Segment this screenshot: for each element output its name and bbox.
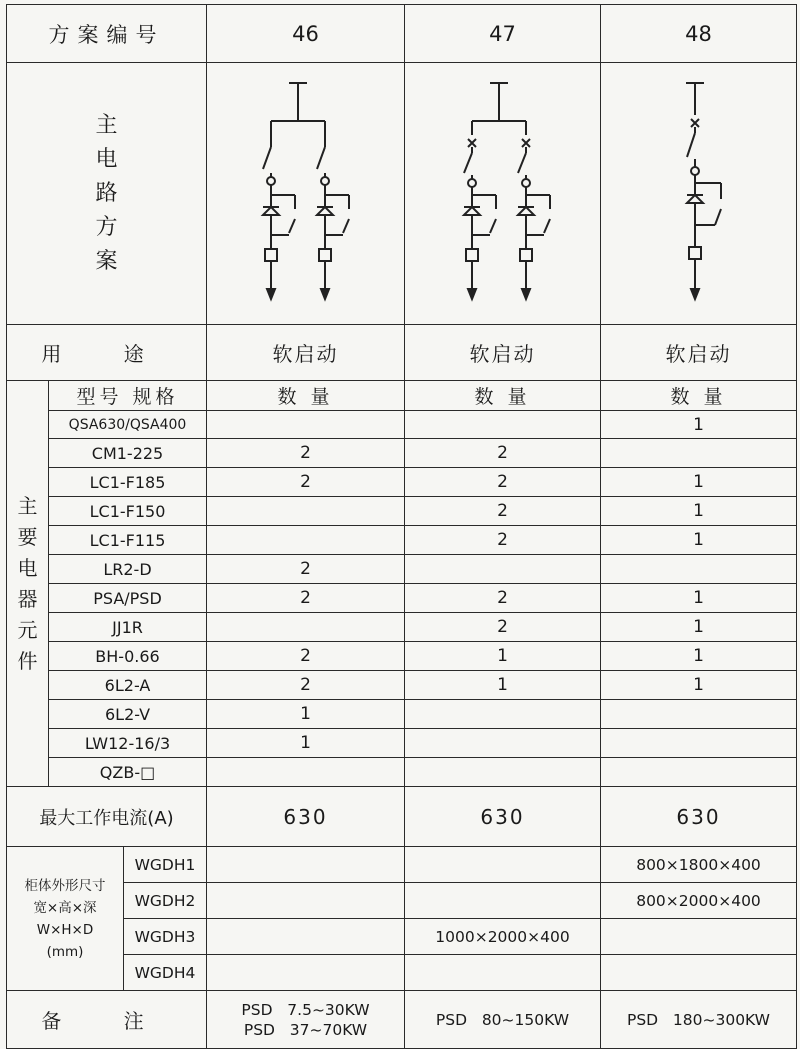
dimension-47 (405, 847, 601, 883)
component-model: LW12-16/3 (49, 729, 207, 758)
qty-47 (405, 729, 601, 758)
table-row (7, 642, 797, 671)
table-row (7, 439, 797, 468)
component-model: BH-0.66 (49, 642, 207, 671)
dimension-row (7, 883, 797, 919)
dimension-48 (601, 955, 797, 991)
qty-47: 1 (405, 671, 601, 700)
qty-48: 1 (601, 526, 797, 555)
qty-48: 1 (601, 411, 797, 439)
scheme-47-diagram (405, 63, 601, 325)
qty-47: 2 (405, 613, 601, 642)
scheme-table-sheet (6, 4, 796, 1044)
dimension-row (7, 919, 797, 955)
table-row (7, 497, 797, 526)
qty-47 (405, 411, 601, 439)
qty-47: 2 (405, 497, 601, 526)
table-row (7, 468, 797, 497)
component-model: 6L2-V (49, 700, 207, 729)
scheme-47-usage: 软启动 (405, 325, 601, 381)
dimension-row (7, 847, 797, 883)
max-current-label: 最大工作电流(A) (7, 787, 207, 847)
qty-46: 2 (207, 439, 405, 468)
scheme-48-number: 48 (601, 5, 797, 63)
table-row (7, 526, 797, 555)
qty-header-47: 数 量 (405, 381, 601, 411)
max-current-row (7, 787, 797, 847)
two-branch-soft-starter-circuit-icon (211, 69, 401, 319)
qty-46 (207, 758, 405, 787)
component-model: LC1-F115 (49, 526, 207, 555)
qty-48 (601, 758, 797, 787)
qty-46: 2 (207, 642, 405, 671)
component-model: LC1-F185 (49, 468, 207, 497)
cabinet-model: WGDH1 (124, 847, 207, 883)
table-row (7, 758, 797, 787)
table-row (7, 584, 797, 613)
qty-47: 1 (405, 642, 601, 671)
remarks-46: PSD 7.5~30KW PSD 37~70KW (207, 991, 405, 1049)
component-model: LC1-F150 (49, 497, 207, 526)
qty-46: 1 (207, 729, 405, 758)
qty-47: 2 (405, 439, 601, 468)
qty-48 (601, 555, 797, 584)
qty-46 (207, 526, 405, 555)
qty-header-46: 数 量 (207, 381, 405, 411)
component-model: 6L2-A (49, 671, 207, 700)
component-model: PSA/PSD (49, 584, 207, 613)
qty-46 (207, 497, 405, 526)
qty-48 (601, 439, 797, 468)
max-current-46: 630 (207, 787, 405, 847)
model-spec-header: 型号 规格 (49, 381, 207, 411)
main-circuit-row (7, 63, 797, 325)
cabinet-model: WGDH4 (124, 955, 207, 991)
components-group-label: 主 要 电 器 元 件 (7, 381, 49, 787)
scheme-46-diagram (207, 63, 405, 325)
dimension-48: 800×2000×400 (601, 883, 797, 919)
max-current-48: 630 (601, 787, 797, 847)
components-header-row (7, 381, 797, 411)
qty-46: 2 (207, 555, 405, 584)
single-branch-soft-starter-circuit-icon (604, 69, 794, 319)
cabinet-model: WGDH2 (124, 883, 207, 919)
table-row (7, 671, 797, 700)
qty-46: 2 (207, 468, 405, 497)
qty-48: 1 (601, 613, 797, 642)
scheme-48-usage: 软启动 (601, 325, 797, 381)
component-model: QSA630/QSA400 (49, 411, 207, 439)
header-row (7, 5, 797, 63)
table-row (7, 613, 797, 642)
qty-47: 2 (405, 584, 601, 613)
dimension-48 (601, 919, 797, 955)
remarks-row (7, 991, 797, 1049)
dimension-47: 1000×2000×400 (405, 919, 601, 955)
qty-48: 1 (601, 584, 797, 613)
table-row (7, 555, 797, 584)
main-circuit-label: 主 电 路 方 案 (7, 63, 207, 325)
remarks-47: PSD 80~150KW (405, 991, 601, 1049)
dimension-46 (207, 955, 405, 991)
cabinet-dimensions-label: 柜体外形尺寸 宽×高×深 W×H×D (mm) (7, 847, 124, 991)
scheme-47-number: 47 (405, 5, 601, 63)
scheme-table (6, 4, 797, 1049)
remarks-48: PSD 180~300KW (601, 991, 797, 1049)
qty-48: 1 (601, 642, 797, 671)
scheme-48-diagram (601, 63, 797, 325)
qty-47 (405, 700, 601, 729)
qty-47: 2 (405, 526, 601, 555)
qty-48 (601, 729, 797, 758)
scheme-46-usage: 软启动 (207, 325, 405, 381)
qty-46 (207, 613, 405, 642)
qty-47: 2 (405, 468, 601, 497)
component-model: QZB-□ (49, 758, 207, 787)
cabinet-model: WGDH3 (124, 919, 207, 955)
qty-47 (405, 758, 601, 787)
dimension-46 (207, 847, 405, 883)
qty-48: 1 (601, 497, 797, 526)
qty-46: 2 (207, 584, 405, 613)
dimension-46 (207, 883, 405, 919)
qty-48: 1 (601, 468, 797, 497)
dimension-row (7, 955, 797, 991)
scheme-46-number: 46 (207, 5, 405, 63)
component-model: LR2-D (49, 555, 207, 584)
usage-label: 用 途 (7, 325, 207, 381)
scheme-number-label: 方案编号 (7, 5, 207, 63)
table-row (7, 411, 797, 439)
max-current-47: 630 (405, 787, 601, 847)
dimension-47 (405, 883, 601, 919)
qty-47 (405, 555, 601, 584)
component-model: JJ1R (49, 613, 207, 642)
table-row (7, 700, 797, 729)
qty-header-48: 数 量 (601, 381, 797, 411)
qty-46 (207, 411, 405, 439)
qty-46: 2 (207, 671, 405, 700)
component-model: CM1-225 (49, 439, 207, 468)
two-branch-soft-starter-circuit-icon (408, 69, 598, 319)
table-row (7, 729, 797, 758)
dimension-47 (405, 955, 601, 991)
qty-46: 1 (207, 700, 405, 729)
qty-48: 1 (601, 671, 797, 700)
dimension-48: 800×1800×400 (601, 847, 797, 883)
usage-row (7, 325, 797, 381)
remarks-label: 备 注 (7, 991, 207, 1049)
dimension-46 (207, 919, 405, 955)
qty-48 (601, 700, 797, 729)
